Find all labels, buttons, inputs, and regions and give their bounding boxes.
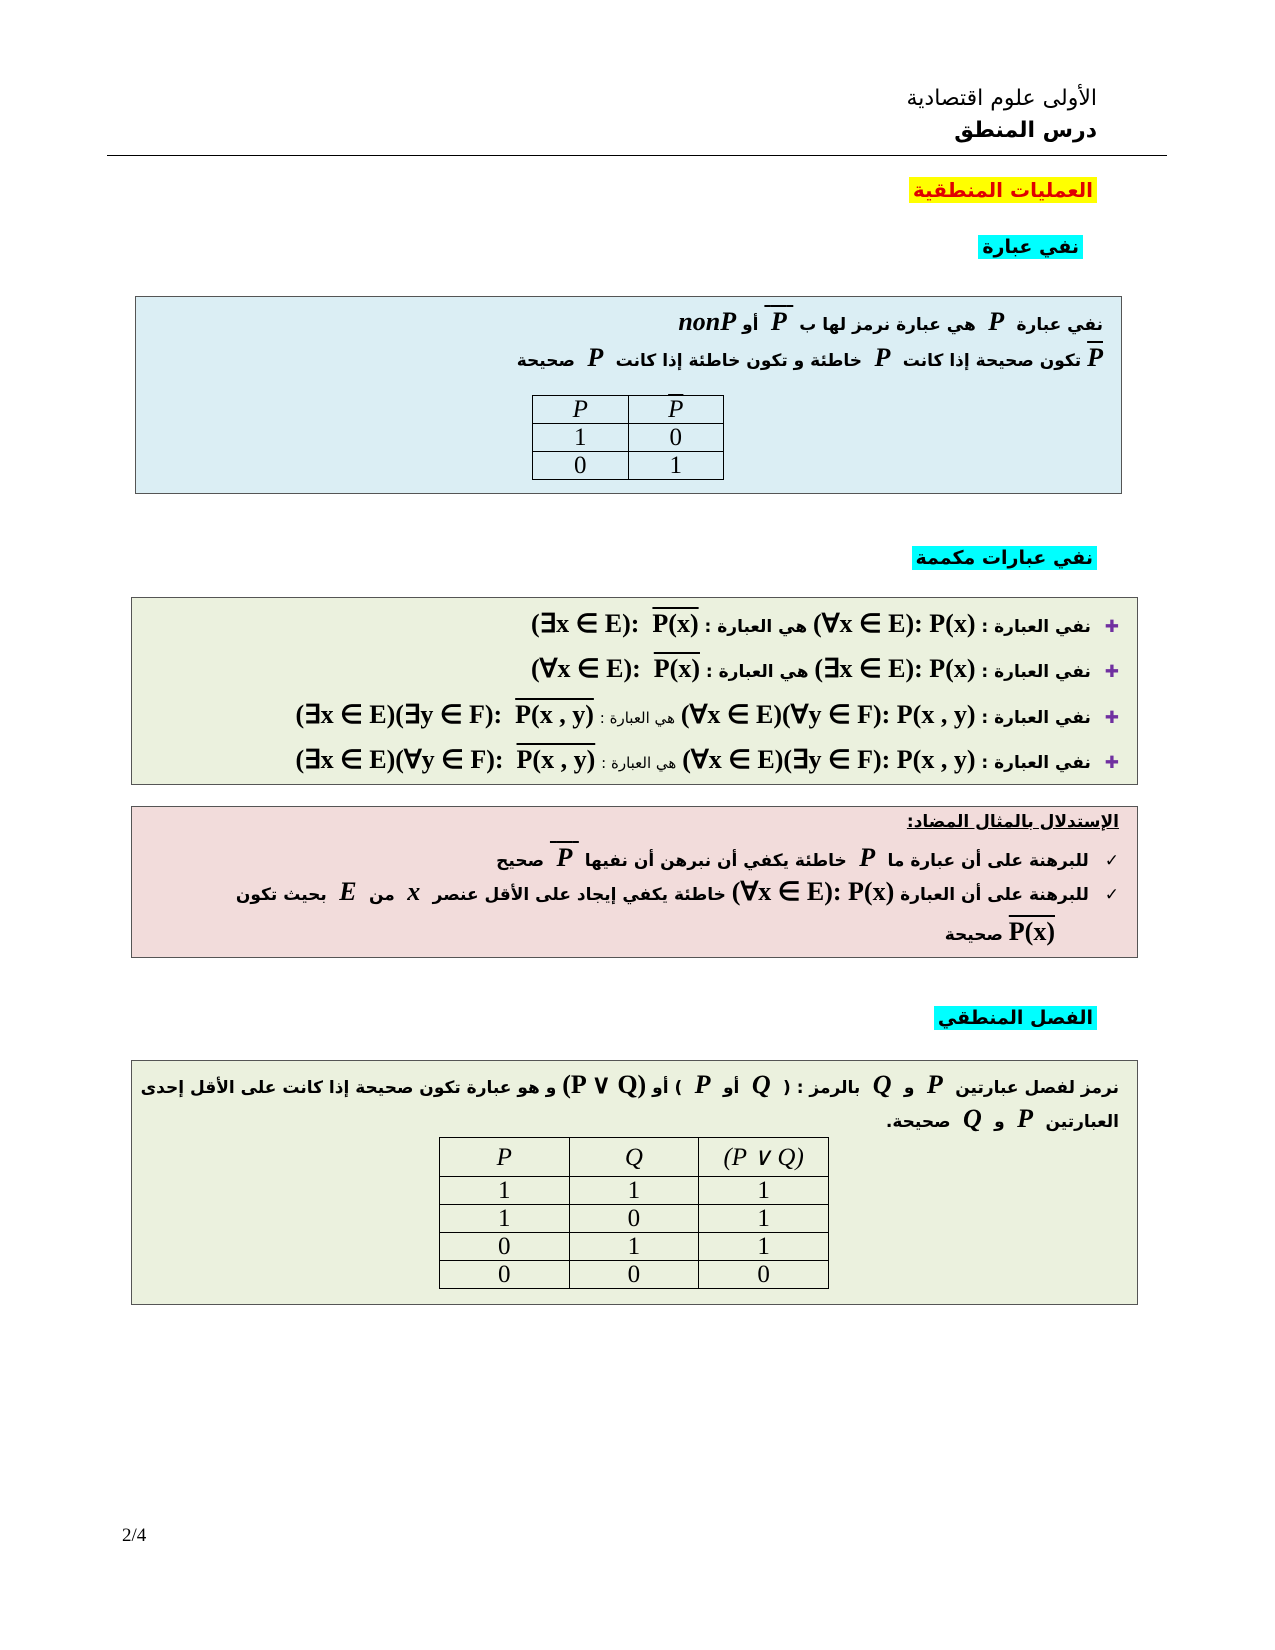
symbol-Q: Q [866,1070,898,1099]
table-cell: 1 [699,1233,829,1261]
bullet-icon: ✚ [1104,662,1119,682]
paren-close: ) [674,1078,683,1098]
table-cell: 1 [440,1205,570,1233]
quantified-item-3 [296,700,1120,730]
counterexample-item-1 [496,843,1119,873]
table-cell: 0 [440,1261,570,1289]
symbol-P: P [981,307,1011,336]
disj-text-d: أو [652,1078,669,1098]
disj-text-g: و [994,1112,1005,1132]
disj-text-e: و هو عبارة تكون صحيحة إذا كانت على الأقل إحدى [140,1078,557,1098]
statement: (∀x ∈ E)(∀y ∈ F): P(x , y) [680,700,976,729]
disj-text-a: نرمز لفصل عبارتين [955,1078,1119,1098]
item2-text-b: خاطئة يكفي إيجاد على الأقل عنصر [432,885,726,905]
negated-predicate: P(x) [1008,917,1055,946]
symbol-Q: Q [745,1070,778,1099]
bullet-icon: ✚ [1104,617,1119,637]
item1-text-a: للبرهنة على أن عبارة ما [887,851,1089,871]
table-cell: 1 [628,452,724,480]
table-cell: 0 [440,1233,570,1261]
label-is: هي العبارة : [704,617,808,637]
table-row [533,424,724,452]
counterexample-heading: الإستدلال بالمثال المضاد: [906,812,1119,832]
table-row [533,452,724,480]
item2-text-e: صحيحة [944,925,1003,945]
negation-def-text2: هي عبارة نرمز لها ب [799,315,976,335]
disj-text-f: العبارتين [1045,1112,1119,1132]
symbol-P: P [688,1070,718,1099]
label-negation: نفي العبارة : [981,708,1091,728]
symbol-Q: Q [956,1104,989,1133]
negated-predicate: P(x) [652,609,699,638]
negated-quantifier: (∃x ∈ E)(∀y ∈ F): [295,745,504,774]
table-header-P: P [533,396,629,424]
item2-text-d: بحيث تكون [235,885,327,905]
disjunction-definition [141,1070,1119,1100]
table-header-row [440,1138,829,1177]
check-icon: ✓ [1104,885,1119,905]
negated-predicate: P(x , y) [515,700,594,729]
symbol-P: P [867,343,897,372]
symbol-E: E [332,877,364,906]
label-is: هي العبارة : [705,662,809,682]
negated-statement [296,700,594,730]
check-icon: ✓ [1104,851,1119,871]
table-header-row [533,396,724,424]
table-cell: 0 [628,424,724,452]
negation-truth-table [532,395,724,480]
table-header-PorQ: (P ∨ Q) [699,1138,829,1177]
negation-def-or: أو [742,315,759,335]
symbol-x: x [400,877,427,906]
negated-statement [296,745,596,775]
disj-text-c: بالرمز : [796,1078,861,1098]
negated-predicate: P(x) [653,654,700,683]
header-divider [107,155,1167,156]
header-lesson: درس المنطق [954,118,1097,143]
table-cell: 1 [699,1177,829,1205]
item1-text-b: خاطئة يكفي أن نبرهن أن نفيها [584,851,847,871]
main-title: العمليات المنطقية [909,177,1097,203]
counterexample-box [131,806,1138,958]
negation-def-text1: نفي عبارة [1016,315,1103,335]
disjunction-definition-cont [886,1104,1119,1134]
symbol-P: P [920,1070,950,1099]
table-header-Q: Q [569,1138,699,1177]
label-is: هي العبارة : [601,754,677,772]
disj-text-or: أو [722,1078,740,1098]
negation-heading-wrap [978,236,1083,258]
statement: (∀x ∈ E): P(x) [813,609,976,638]
symbol-P: P [1010,1104,1040,1133]
negation-rule-text2: خاطئة و تكون خاطئة إذا كانت [615,351,863,371]
label-is: هي العبارة : [599,709,675,727]
table-cell: 0 [569,1205,699,1233]
disjunction-heading: الفصل المنطقي [934,1006,1097,1030]
negation-box [135,296,1122,494]
symbol-nonP: nonP [678,307,737,336]
label-negation: نفي العبارة : [981,662,1091,682]
table-row [440,1261,829,1289]
table-row [440,1205,829,1233]
label-negation: نفي العبارة : [981,617,1091,637]
table-cell: 0 [569,1261,699,1289]
table-cell: 1 [569,1177,699,1205]
header-level: الأولى علوم اقتصادية [906,86,1097,111]
item2-text-c: من [369,885,395,905]
quantified-item-1 [531,609,1119,639]
statement: (∀x ∈ E)(∃y ∈ F): P(x , y) [682,745,976,774]
bullet-icon: ✚ [1104,753,1119,773]
symbol-P: P [852,843,882,872]
negation-rule-text1: تكون صحيحة إذا كانت [902,351,1082,371]
negation-rule-text3: صحيحة [516,351,575,371]
disjunction-expression: (P ∨ Q) [562,1070,647,1099]
disj-text-h: صحيحة. [885,1112,951,1132]
negated-predicate: P(x , y) [516,745,596,774]
label-negation: نفي العبارة : [981,753,1091,773]
counterexample-item-2 [236,877,1119,907]
main-title-wrap [909,178,1097,202]
table-cell: 1 [440,1177,570,1205]
quantified-heading-wrap [912,547,1098,569]
negation-definition [678,307,1103,337]
symbol-P-bar: P [549,843,579,872]
statement: (∀x ∈ E): P(x) [731,877,895,906]
negated-statement [531,609,699,639]
table-cell: 0 [699,1261,829,1289]
symbol-P-bar: P [1087,343,1103,372]
item2-text-a: للبرهنة على أن العبارة [900,885,1089,905]
quantified-box [131,597,1138,785]
negation-heading: نفي عبارة [978,235,1083,259]
disjunction-heading-wrap [934,1007,1097,1029]
paren-open: ( [783,1078,791,1098]
quantified-heading: نفي عبارات مكممة [912,546,1098,570]
table-row [440,1177,829,1205]
disj-text-b: و [903,1078,915,1098]
bullet-icon: ✚ [1104,708,1119,728]
negated-quantifier: (∀x ∈ E): [531,654,641,683]
disjunction-truth-table [439,1137,829,1289]
quantified-item-2 [531,654,1119,684]
statement: (∃x ∈ E): P(x) [814,654,976,683]
symbol-P-bar: P [764,307,794,336]
quantified-item-4 [296,745,1120,775]
negated-quantifier: (∃x ∈ E): [531,609,640,638]
table-cell: 0 [533,452,629,480]
table-header-P: P [440,1138,570,1177]
disjunction-box [131,1060,1138,1305]
table-row [440,1233,829,1261]
table-header-P-bar: $\overline{P}$ [628,396,724,424]
table-cell: 1 [569,1233,699,1261]
negated-quantifier: (∃x ∈ E)(∃y ∈ F): [295,700,503,729]
negation-truth-rule [517,343,1103,373]
symbol-P: P [580,343,610,372]
negated-statement [531,654,700,684]
table-cell: 1 [533,424,629,452]
table-cell: 1 [699,1205,829,1233]
item1-text-c: صحيح [496,851,545,871]
counterexample-item-2-cont [945,917,1055,947]
page-number: 2/4 [122,1525,147,1546]
